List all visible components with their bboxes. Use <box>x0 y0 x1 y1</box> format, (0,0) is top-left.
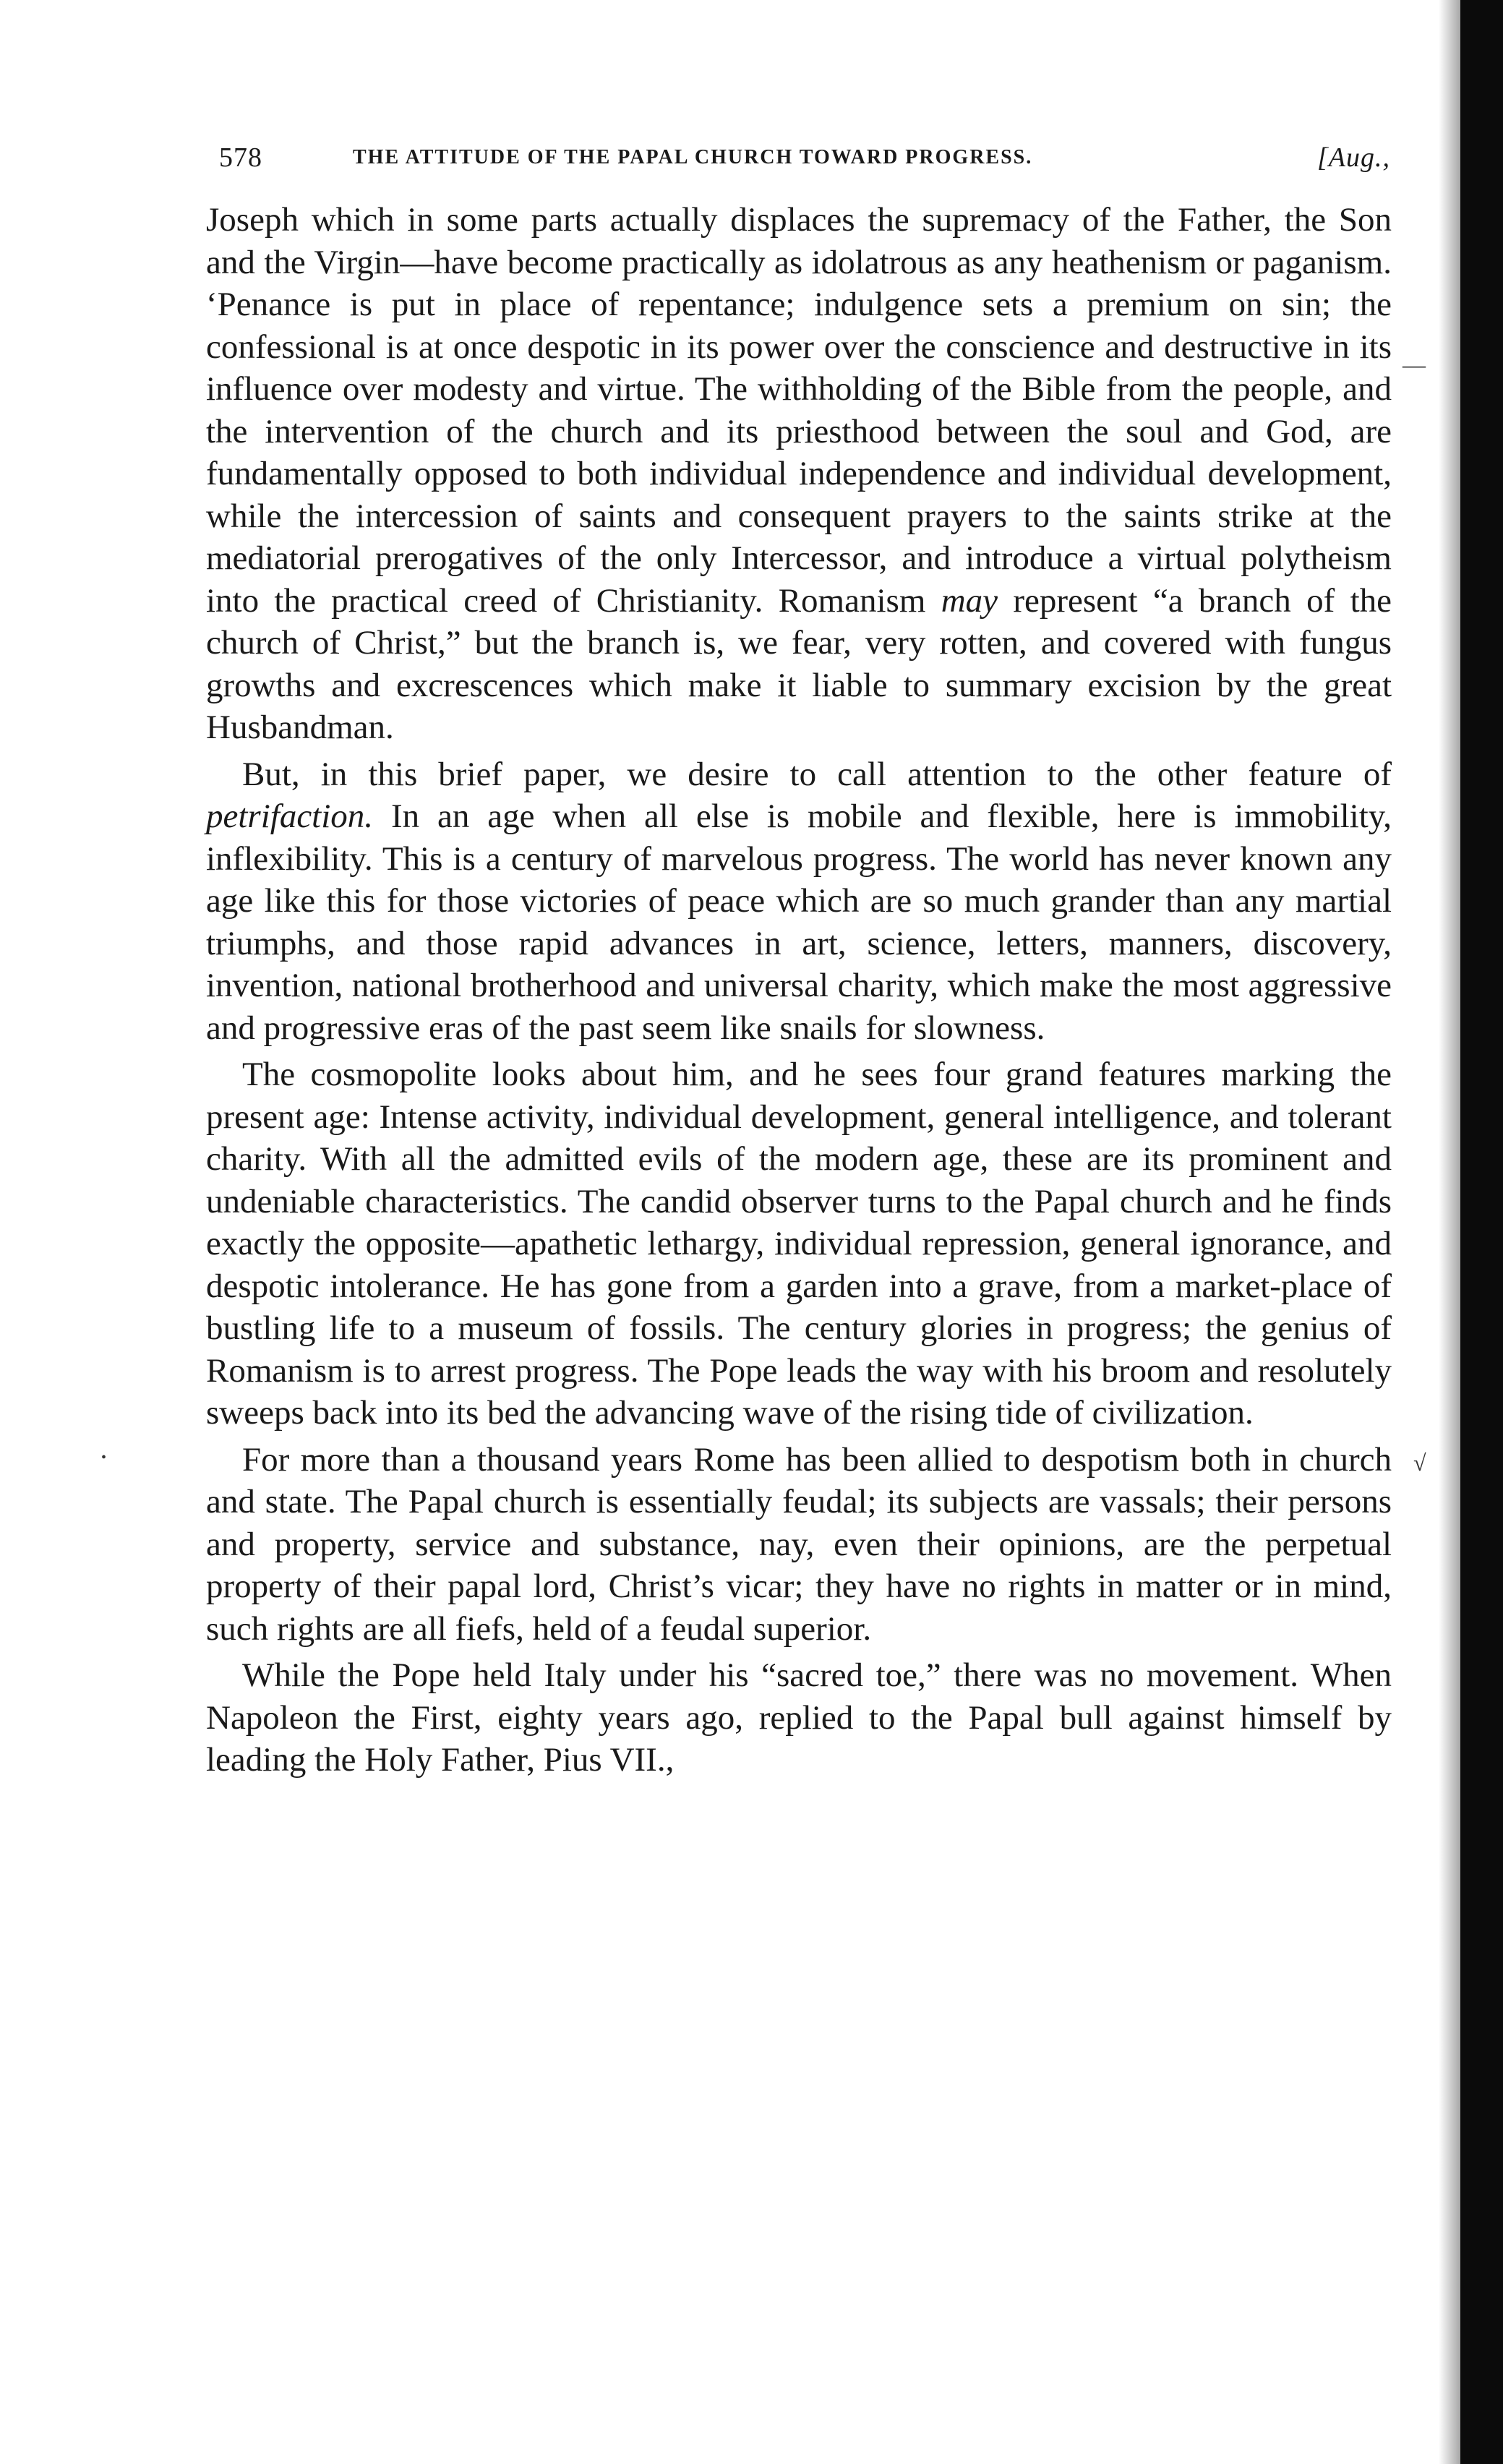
running-head <box>219 142 1390 185</box>
margin-dot-mark: • <box>101 1450 107 1466</box>
paragraph-1 <box>206 199 1392 749</box>
text-run: While the Pope held Italy under his “sacred toe,” there was no movement. When Napoleon the First, eighty years ago, replied to the Papal bull against himself by leading the Holy Father, Pius VII., <box>206 1656 1392 1779</box>
paragraph-3 <box>206 1053 1392 1434</box>
paragraph-5 <box>206 1654 1392 1781</box>
text-run: For more than a thousand years Rome has been allied to despotism both in church and state. The Papal church is essentially feudal; its subjects are vassals; their persons and property, service and substance, nay, even their opinions, are the perpetual property of their papal lord, Christ’s vicar; they have no rights in matter or in mind, such rights are all fiefs, held of a feudal superior. <box>206 1440 1392 1648</box>
body-text <box>206 199 1392 1781</box>
text-run: But, in this brief paper, we desire to call attention to the other feature of <box>242 755 1392 793</box>
margin-tick-mark: √ <box>1413 1450 1426 1476</box>
running-title: THE ATTITUDE OF THE PAPAL CHURCH TOWARD PROGRESS. <box>353 146 1033 168</box>
text-run: represent “a branch of the church of Christ,” but the branch is, we fear, very rotten, and covered with fungus growths and excrescences which make it liable to summary excision by the great Husbandman. <box>206 581 1392 746</box>
text-run: In an age when all else is mobile and flexible, here is immobility, inflexibility. This is a century of marvelous progress. The world has never known any age like this for those victories of peace which are so much grander than any martial triumphs, and those rapid advances in art, science, letters, manners, discovery, invention, national brotherhood and universal charity, which make the most aggressive and progressive eras of the past seem like snails for slowness. <box>206 797 1392 1047</box>
scan-edge <box>1460 0 1503 2464</box>
running-date: [Aug., <box>1317 142 1390 173</box>
emphasis-petrifaction: petrifaction. <box>206 797 374 835</box>
margin-dash-mark: — <box>1403 351 1426 377</box>
text-run: The cosmopolite looks about him, and he sees four grand features marking the present age: Intense activity, individual development, general intelligence, and tolerant charity. With all the admitted evils of the modern age, these are its prominent and undeniable characteristics. The candid observer turns to the Papal church and he finds exactly the opposite—apathetic lethargy, individual repression, general ignorance, and despotic intolerance. He has gone from a garden into a grave, from a market-place of bustling life to a museum of fossils. The century glories in progress; the genius of Romanism is to arrest progress. The Pope leads the way with his broom and resolutely sweeps back into its bed the advancing wave of the rising tide of civilization. <box>206 1056 1392 1432</box>
paragraph-2 <box>206 753 1392 1050</box>
emphasis-may: may <box>941 581 998 620</box>
page-number: 578 <box>219 142 262 173</box>
text-run: Joseph which in some parts actually displaces the supremacy of the Father, the Son and the Virgin—have become practically as idolatrous as any heathenism or paganism. ‘Penance is put in place of repentance; indulgence sets a premium on sin; the confessional is at once despotic in its power over the conscience and destructive in its influence over modesty and virtue. The withholding of the Bible from the people, and the intervention of the church and its priesthood between the soul and God, are fundamentally opposed to both individual independence and individual development, while the intercession of saints and consequent prayers to the saints strike at the mediatorial prerogatives of the only Intercessor, and introduce a virtual polytheism into the practical creed of Christianity. Romanism <box>206 201 1392 620</box>
binding-shadow <box>1439 0 1460 2464</box>
paragraph-4 <box>206 1439 1392 1651</box>
